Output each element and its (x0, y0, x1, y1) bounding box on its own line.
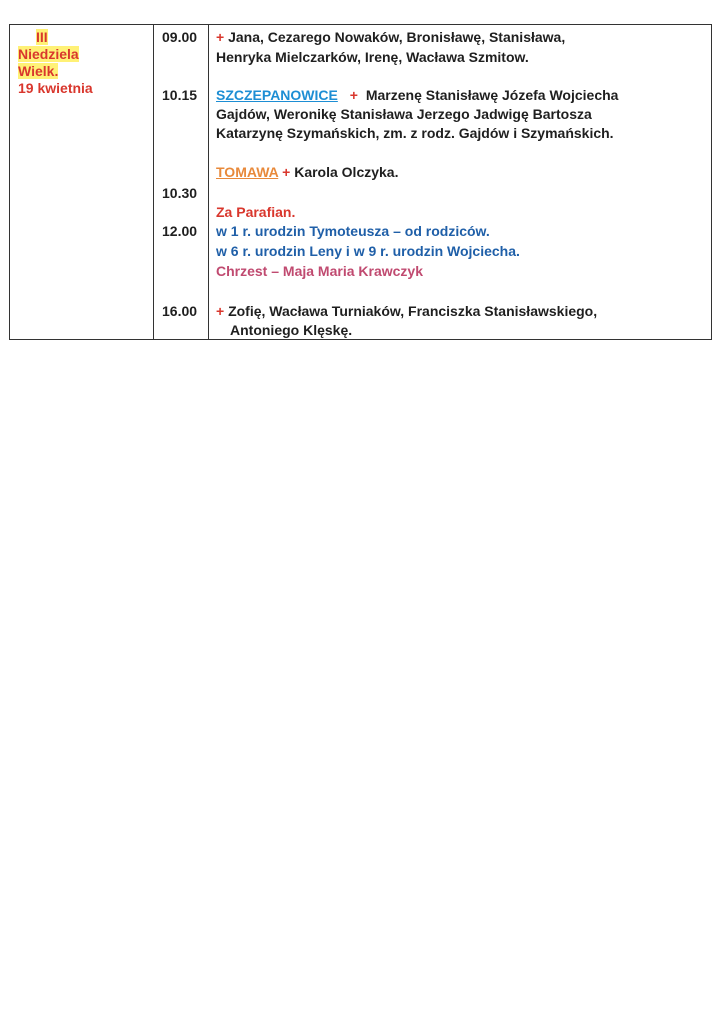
time-1030: 10.30 (162, 185, 198, 201)
column-divider-time (208, 25, 209, 339)
day-name: Niedziela (18, 46, 79, 62)
cross-symbol: + (216, 303, 225, 319)
cross-symbol: + (216, 29, 225, 45)
time-1200: 12.00 (162, 223, 198, 239)
day-ordinal: III (36, 29, 48, 45)
day-season: Wielk. (18, 63, 59, 79)
entry-0900-line1: + Jana, Cezarego Nowaków, Bronisławę, Stanisława, (216, 29, 566, 45)
entry-1200-line2: w 6 r. urodzin Leny i w 9 r. urodzin Wojciecha. (216, 243, 520, 259)
mass-schedule-table (9, 24, 712, 340)
time-0900: 09.00 (162, 29, 198, 45)
place-szczepanowice: SZCZEPANOWICE (216, 87, 338, 103)
entry-1200-line1: w 1 r. urodzin Tymoteusza – od rodziców. (216, 223, 490, 239)
time-1600: 16.00 (162, 303, 198, 319)
place-tomawa: TOMAWA (216, 164, 279, 180)
cross-symbol: + (349, 87, 358, 103)
entry-0900-line2: Henryka Mielczarków, Irenę, Wacława Szmitow. (216, 49, 529, 65)
time-1015: 10.15 (162, 87, 198, 103)
entry-1030: Za Parafian. (216, 204, 296, 220)
column-divider-day (153, 25, 154, 339)
entry-1015-line3: Katarzynę Szymańskich, zm. z rodz. Gajdów i Szymańskich. (216, 125, 614, 141)
entry-1015-line2: Gajdów, Weronikę Stanisława Jerzego Jadwigę Bartosza (216, 106, 592, 122)
entry-1600-line1: + Zofię, Wacława Turniaków, Franciszka Stanisławskiego, (216, 303, 598, 319)
day-date: 19 kwietnia (18, 80, 93, 96)
day-cell (18, 29, 93, 97)
entry-1015-line1: SZCZEPANOWICE + Marzenę Stanisławę Józefa Wojciecha (216, 87, 619, 103)
cross-symbol: + (282, 164, 291, 180)
entry-1600-line2: Antoniego Klęskę. (230, 322, 353, 338)
entry-1200-baptism: Chrzest – Maja Maria Krawczyk (216, 263, 423, 279)
entry-1015-tomawa: TOMAWA + Karola Olczyka. (216, 164, 399, 180)
